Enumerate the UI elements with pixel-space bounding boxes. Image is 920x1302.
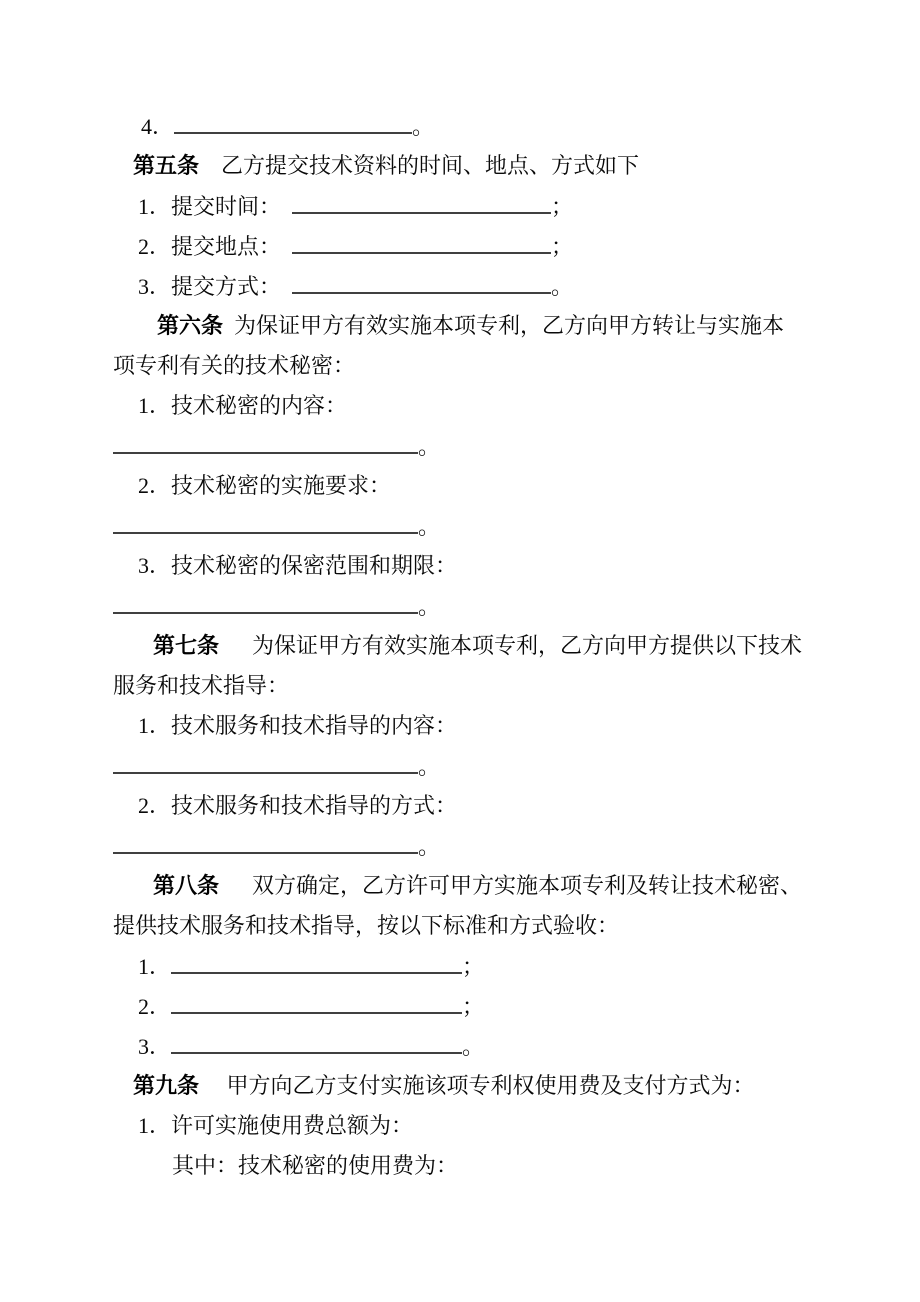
- article-number: 第九条: [133, 1073, 200, 1098]
- document-line: [113, 1026, 805, 1066]
- fill-in-blank[interactable]: [113, 586, 418, 614]
- text-run: 。: [418, 434, 441, 459]
- text-run: 。: [418, 514, 441, 539]
- text-run: 乙方提交技术资料的时间、地点、方式如下: [221, 153, 640, 178]
- document-line: [113, 1066, 805, 1106]
- document-line: [113, 946, 805, 986]
- fill-in-blank[interactable]: [171, 986, 462, 1014]
- fill-in-blank[interactable]: [174, 106, 412, 134]
- text-run: 。: [462, 1034, 485, 1059]
- spacer: [223, 332, 234, 333]
- document-line: [113, 826, 805, 866]
- article-number: 第五条: [133, 153, 200, 178]
- text-run: 。: [418, 834, 441, 859]
- text-run: 。: [412, 114, 435, 139]
- spacer: [199, 172, 221, 173]
- text-run: 其中：技术秘密的使用费为：: [172, 1153, 459, 1178]
- spacer: [199, 1092, 227, 1093]
- document-line: [113, 466, 805, 506]
- text-run: 。: [418, 754, 441, 779]
- document-line: [113, 226, 805, 266]
- document-line: [113, 666, 805, 706]
- text-run: 项专利有关的技术秘密：: [113, 353, 356, 378]
- text-run: 2．提交地点：: [138, 234, 282, 259]
- text-run: 1．许可实施使用费总额为：: [138, 1113, 414, 1138]
- fill-in-blank[interactable]: [171, 1026, 462, 1054]
- document-line: [113, 586, 805, 626]
- fill-in-blank[interactable]: [292, 266, 551, 294]
- document-line: [113, 146, 805, 186]
- text-run: 为保证甲方有效实施本项专利，乙方向甲方转让与实施本: [234, 313, 785, 338]
- spacer: [219, 652, 252, 653]
- text-run: 1．技术秘密的内容：: [138, 393, 348, 418]
- text-run: 2．: [138, 994, 172, 1019]
- fill-in-blank[interactable]: [113, 746, 418, 774]
- document-line: [113, 346, 805, 386]
- fill-in-blank[interactable]: [113, 426, 418, 454]
- document-line: [113, 986, 805, 1026]
- fill-in-blank[interactable]: [171, 946, 462, 974]
- text-run: 1．: [138, 954, 172, 979]
- document-line: [113, 546, 805, 586]
- document-line: [113, 506, 805, 546]
- document-line: [113, 106, 805, 146]
- document-line: [113, 266, 805, 306]
- document-line: [113, 426, 805, 466]
- article-number: 第八条: [153, 873, 220, 898]
- text-run: 3．提交方式：: [138, 274, 282, 299]
- article-number: 第七条: [153, 633, 220, 658]
- spacer: [219, 892, 252, 893]
- text-run: 。: [551, 274, 574, 299]
- document-line: [113, 746, 805, 786]
- fill-in-blank[interactable]: [292, 226, 551, 254]
- text-run: 2．技术秘密的实施要求：: [138, 473, 392, 498]
- text-run: 双方确定，乙方许可甲方实施本项专利及转让技术秘密、: [252, 873, 803, 898]
- text-run: 1．技术服务和技术指导的内容：: [138, 713, 458, 738]
- fill-in-blank[interactable]: [113, 506, 418, 534]
- document-line: [113, 706, 805, 746]
- article-number: 第六条: [157, 313, 224, 338]
- text-run: 。: [418, 594, 441, 619]
- fill-in-blank[interactable]: [113, 826, 418, 854]
- document-line: [113, 306, 805, 346]
- text-run: 为保证甲方有效实施本项专利，乙方向甲方提供以下技术: [252, 633, 803, 658]
- text-run: ；: [462, 954, 485, 979]
- fill-in-blank[interactable]: [292, 186, 551, 214]
- text-run: 1．提交时间：: [138, 194, 282, 219]
- text-run: 2．技术服务和技术指导的方式：: [138, 793, 458, 818]
- text-run: 3．技术秘密的保密范围和期限：: [138, 553, 458, 578]
- document-line: [113, 626, 805, 666]
- text-run: ；: [551, 234, 574, 259]
- text-run: ；: [551, 194, 574, 219]
- spacer: [281, 293, 292, 294]
- document-line: [113, 186, 805, 226]
- spacer: [281, 253, 292, 254]
- document-line: [113, 1106, 805, 1146]
- spacer: [281, 213, 292, 214]
- text-run: 甲方向乙方支付实施该项专利权使用费及支付方式为：: [226, 1073, 755, 1098]
- document-line: [113, 906, 805, 946]
- document-line: [113, 1146, 805, 1186]
- text-run: 3．: [138, 1034, 172, 1059]
- text-run: 服务和技术指导：: [113, 673, 290, 698]
- document-line: [113, 866, 805, 906]
- text-run: 4．: [141, 114, 175, 139]
- document-line: [113, 786, 805, 826]
- document-line: [113, 386, 805, 426]
- text-run: ；: [462, 994, 485, 1019]
- text-run: 提供技术服务和技术指导，按以下标准和方式验收：: [113, 913, 620, 938]
